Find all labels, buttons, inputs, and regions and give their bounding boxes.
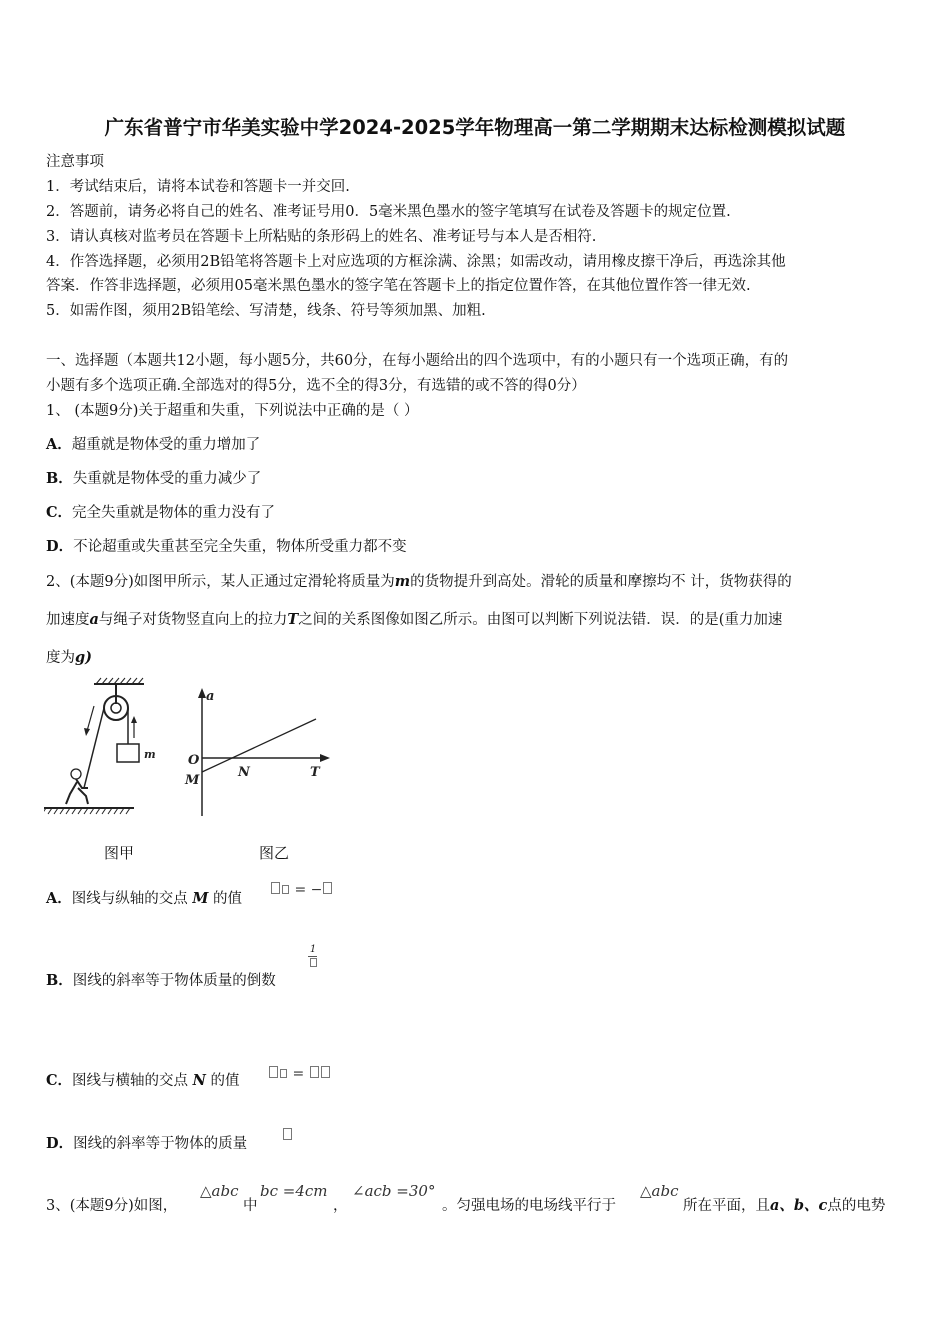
option-text: 图线的斜率等于物体的质量	[73, 1136, 248, 1152]
question-1-option-d	[46, 537, 407, 557]
var-a: a	[89, 611, 99, 628]
section-heading: 一、选择题（本题共12小题，每小题5分，共60分，在每小题给出的四个选项中，有的小题只有一个选项正确，有的	[46, 353, 789, 369]
notice-heading: 注意事项	[46, 154, 104, 170]
option-text: 不论超重或失重甚至完全失重，物体所受重力都不变	[73, 539, 407, 555]
formula-a	[270, 882, 333, 898]
formula-numerator: 1	[309, 944, 317, 955]
math-triangle-abc: △abc	[200, 1182, 239, 1200]
placeholder-glyph	[310, 958, 317, 967]
var-g: g)	[75, 649, 92, 666]
math-triangle-abc-2: △abc	[640, 1182, 679, 1200]
option-text: 的值	[213, 891, 243, 907]
formula-b	[308, 944, 318, 970]
placeholder-glyph	[271, 882, 280, 894]
text: 2、(本题9分)如图甲所示，某人正通过定滑轮将质量为	[46, 574, 395, 590]
placeholder-glyph	[269, 1066, 278, 1078]
a-t-graph	[182, 686, 332, 820]
text: 加速度	[46, 612, 90, 628]
option-text: 超重就是物体受的重力增加了	[71, 437, 261, 453]
option-text: 图线与横轴的交点	[72, 1073, 189, 1089]
text: 与绳子对货物竖直向上的拉力	[98, 612, 288, 628]
math-bc: bc =4cm	[260, 1182, 328, 1200]
pulley-figure	[44, 676, 174, 822]
question-2-option-c	[46, 1071, 240, 1091]
question-3-stem	[46, 1196, 177, 1216]
var-m: m	[394, 573, 411, 590]
label-m: m	[144, 748, 156, 761]
question-2-option-b	[46, 971, 276, 991]
notice-item: 2．答题前，请务必将自己的姓名、准考证号用0．5毫米黑色墨水的签字笔填写在试卷及答题卡的规定位置.	[46, 204, 731, 220]
placeholder-glyph	[321, 1066, 330, 1078]
text: 。匀强电场的电场线平行于	[442, 1198, 616, 1214]
placeholder-glyph	[310, 1066, 319, 1078]
placeholder-glyph	[280, 1069, 287, 1078]
option-label: A．	[46, 436, 72, 453]
formula-d	[282, 1128, 293, 1144]
label-M: M	[185, 773, 200, 788]
notice-item: 4．作答选择题，必须用2B铅笔将答题卡上对应选项的方框涂满、涂黑；如需改动，请用橡皮擦干净后，再选涂其他	[46, 254, 786, 270]
question-2-option-d	[46, 1134, 247, 1154]
label-N: N	[238, 765, 250, 780]
fraction-bar	[308, 956, 317, 957]
option-label: C．	[46, 1072, 73, 1089]
text: 的货物提升到高处。滑轮的质量和摩擦均不 计，货物获得的	[410, 574, 792, 590]
var-M: M	[192, 890, 209, 907]
section-heading-cont: 小题有多个选项正确.全部选对的得5分，选不全的得3分，有选错的或不答的得0分）	[46, 378, 586, 394]
formula-text: =	[292, 1066, 305, 1082]
question-1-option-b	[46, 469, 261, 489]
text: ，	[333, 1198, 348, 1214]
placeholder-glyph	[323, 882, 332, 894]
question-1-option-c	[46, 503, 275, 523]
option-text: 的值	[210, 1073, 240, 1089]
question-3-tail	[683, 1196, 885, 1216]
option-label: B．	[46, 972, 73, 989]
text: 点的电势	[827, 1198, 886, 1214]
option-label: B．	[46, 470, 73, 487]
question-1-option-a	[46, 435, 260, 455]
question-2-option-a	[46, 889, 242, 909]
figure-caption-2: 图乙	[259, 844, 290, 862]
notice-item: 答案．作答非选择题，必须用05毫米黑色墨水的签字笔在答题卡上的指定位置作答，在其他位置作答一律无效.	[46, 278, 751, 294]
option-text: 图线与纵轴的交点	[71, 891, 188, 907]
var-abc: a、b、c	[770, 1197, 828, 1214]
notice-item: 5．如需作图，须用2B铅笔绘、写清楚，线条、符号等须加黑、加粗.	[46, 303, 486, 319]
math-angle-acb: ∠acb =30°	[352, 1182, 436, 1200]
option-label: D．	[46, 1135, 74, 1152]
notice-item: 3．请认真核对监考员在答题卡上所粘贴的条形码上的姓名、准考证号与本人是否相符.	[46, 229, 597, 245]
label-a: a	[206, 689, 215, 704]
option-label: C．	[46, 504, 73, 521]
question-1-stem	[46, 401, 418, 421]
question-2-stem-line1	[46, 572, 792, 592]
question-1-text: 1、 (本题9分)关于超重和失重，下列说法中正确的是（ ）	[46, 403, 419, 419]
question-2-stem-line2	[46, 610, 782, 630]
label-O: O	[188, 753, 200, 768]
var-N: N	[192, 1072, 206, 1089]
figure-caption-1: 图甲	[104, 844, 135, 862]
placeholder-glyph	[282, 885, 289, 894]
var-T: T	[287, 611, 299, 628]
notice-item: 1．考试结束后，请将本试卷和答题卡一并交回.	[46, 179, 350, 195]
text: 中	[243, 1198, 258, 1214]
placeholder-glyph	[283, 1128, 292, 1140]
option-text: 图线的斜率等于物体质量的倒数	[72, 973, 276, 989]
text: 之间的关系图像如图乙所示。由图可以判断下列说法错．误．的是(重力加速	[298, 612, 783, 628]
option-label: A．	[46, 890, 72, 907]
option-text: 完全失重就是物体的重力没有了	[72, 505, 276, 521]
formula-c	[268, 1066, 331, 1082]
question-2-stem-line3	[46, 648, 92, 668]
text: 度为	[46, 650, 75, 666]
text: 3、(本题9分)如图，	[46, 1198, 178, 1214]
page-title: 广东省普宁市华美实验中学2024-2025学年物理高一第二学期期末达标检测模拟试题	[104, 116, 846, 139]
option-text: 失重就是物体受的重力减少了	[72, 471, 262, 487]
text: 所在平面，且	[683, 1198, 770, 1214]
option-label: D．	[46, 538, 74, 555]
formula-text: = −	[294, 882, 323, 898]
label-T: T	[310, 765, 320, 780]
